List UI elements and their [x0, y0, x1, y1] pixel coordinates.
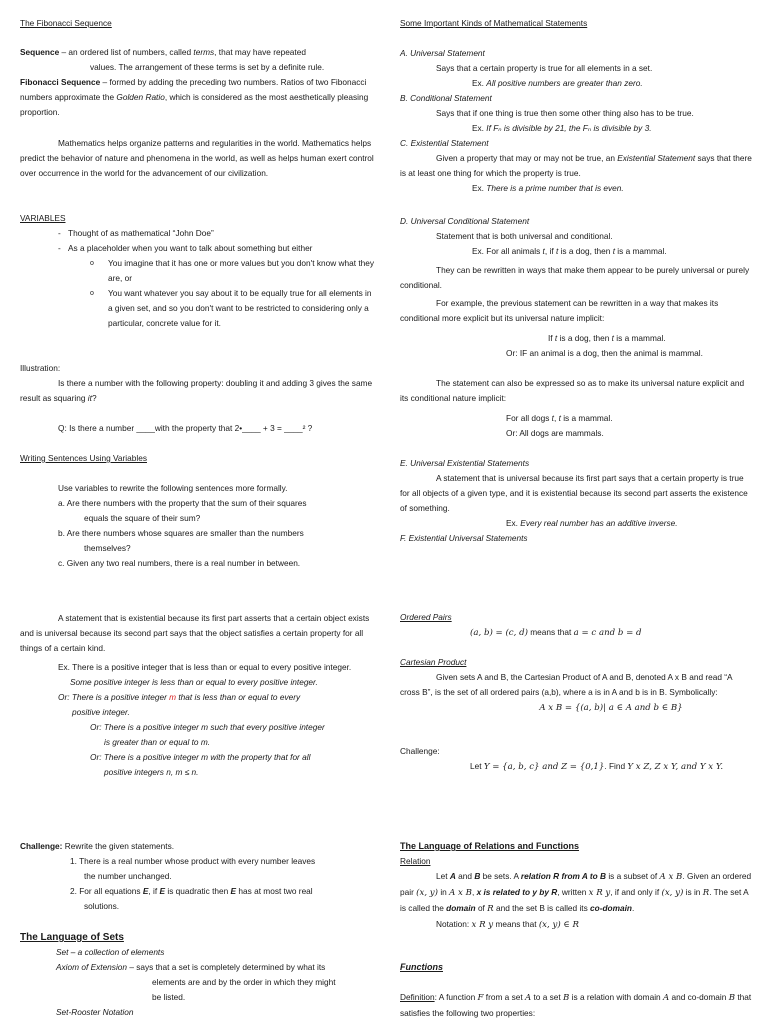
variables-title: VARIABLES — [20, 213, 66, 223]
if-dog-lines: If t is a dog, then t is a mammal. Or: IF an animal is a dog, then the animal is mammal. — [506, 333, 703, 358]
statement-types-e-f: E. Universal Existential Statements A statement that is universal because its first part says that a certain property is true for all objects of a given type, and it is existential because its second part asserts the existence of something. Ex. Every real number has an additive inverse. F. Existential Universal Statements — [400, 458, 748, 543]
cartesian-product-title: Cartesian Product — [400, 657, 467, 667]
mathematics-paragraph: Mathematics helps organize patterns and regularities in the world. Mathematics helps predict the behavior of nature and phenomena in the world, as well as helps human exert control over occurrence in the world for the advancement of our civilization. — [20, 138, 374, 178]
all-dogs-lines: For all dogs t, t is a mammal. Or: All dogs are mammals. — [506, 413, 613, 438]
sets-title: The Language of Sets — [20, 932, 124, 943]
relations-title: The Language of Relations and Functions — [400, 841, 580, 851]
challenge-label: Challenge: — [400, 746, 440, 756]
illustration-block: Illustration: Is there a number with the following property: doubling it and adding 3 gives the same result as squaring it? — [20, 361, 378, 406]
statement-paragraph: A statement that is existential because its first part asserts that a certain object exists and is universal because its second part says that the object satisfies a certain property for all things of a certain kind. — [20, 613, 370, 653]
challenge-block: Challenge: Rewrite the given statements. 1. There is a real number whose product with every number leaves the number unchanged. 2. For all equations E, if E is quadratic then E has at most two real solutions. — [20, 841, 316, 911]
sequence-term: Sequence — [20, 47, 60, 57]
right-column: Some Important Kinds of Mathematical Statements A. Universal Statement Says that a certain property is true for all elements in a set. Ex. All positive numbers are greater than zero. B. Conditional Statement Says that if one thing is true then some other thing also has to be true. Ex. If Fₙ is divisible by 21, the Fₙ is divisible by 3. C. Existential Statement Given a property that may or may not be true, an Existential Statement says that there is at least one thing for which the property is true. Ex. There is a prime number that is even. D. Universal Conditional Statement Statement that is both universal and conditional. Ex. For all animals t, if t is a dog, then t is a mammal. They can be rewritten in ways that make them appear to be purely universal or purely conditional. For example, the previous statement can be rewritten in a way that makes its conditional more explicit but its universal nature implicit: If t is a dog, then t is a mammal. Or: IF an animal is a dog, then the animal is mammal. The statement can also be expressed so as to make its universal nature explicit and its conditional nature implicit: For all dogs t, t is a mammal. Or: All dogs are mammals. E. Universal Existential Statements A statement that is universal because its first part says that a certain property is true for all objects of a given type, and it is existential because its second part asserts the existence of something. Ex. Every real number has an additive inverse. F. Existential Universal Statements Ordered Pairs (a, b) = (c, d) means that a = c and b = d Cartesian Product Given sets A and B, the Cartesian Product of A and B, denoted A x B and read “A cross B”, is the set of all ordered pairs (a,b), where a is in A and b is in B. Symbolically: A x B = {(a, b)| a ∈ A and b ∈ B} Challenge: Let Y = {a, b, c} and Z = {0,1}. Find Y x Z, Z x Y, and Y x Y. The Language of Relations and Functions Relation Let A and B be sets. A relation R from A to B is a subset of A x B. Given an ordered pair (x, y) in A x B, x is related to y by R, written x R y, if and only if (x, y) is in R. The set A is called the domain of R and the set B is called its co-domain. Notation: x R y means that (x, y) ∈ R Functions Definition: A function F from a set A to a set B is a relation with domain A and co-domain B that satisfies the following two properties: — [400, 0, 752, 1024]
sequence-definition: Sequence – an ordered list of numbers, called terms, that may have repeated values. The arrangement of these terms is set by a definite rule. Fibonacci Sequence – formed by adding the preceding two numbers. Ratios of two Fibonacci numbers approximate the Golden Ratio, which is considered as the most aesthetically pleasing proportion. — [20, 47, 369, 117]
left-column — [20, 0, 378, 1024]
illustration-label: Illustration: — [20, 363, 61, 373]
sets-section: The Language of Sets Set – a collection of elements Axiom of Extension – says that a set is completely determined by what its elements are and by the order in which they might be listed. Set-Rooster Notation — [20, 930, 378, 1020]
cartesian-challenge: Challenge: Let Y = {a, b, c} and Z = {0,1}. Find Y x Z, Z x Y, and Y x Y. — [400, 744, 752, 775]
example-block: Ex. There is a positive integer that is less than or equal to every positive integer. Some positive integer is less than or equal to every positive integer. Or: There is a positive integer m that is less than or equal to every positive integer. Or: There is a positive integer m such that every positive integer is greater than or equal to m. Or: There is a positive integer m with the property that for all positive integers n, m ≤ n. — [58, 662, 352, 777]
variables-subitem: o You want whatever you say about it to be equally true for all elements in a given set, and so you don't want to be restricted to considering only a particular, concrete value for it. — [20, 286, 378, 331]
functions-title: Functions — [400, 962, 443, 972]
cartesian-product: Cartesian Product Given sets A and B, the Cartesian Product of A and B, denoted A x B and read “A cross B”, is the set of all ordered pairs (a,b), where a is in A and b is in B. Symbolically: A x B = {(a, b)| a ∈ A and b ∈ B} — [400, 655, 752, 716]
writing-sentences-title: Writing Sentences Using Variables — [20, 453, 147, 463]
writing-exercises: Use variables to rewrite the following sentences more formally. a. Are there numbers with the property that the sum of their squares equals the square of their sum? b. Are there numbers whose squares are smaller than the numbers themselves? c. Given any two real numbers, there is a real number in between. — [58, 483, 307, 568]
fibonacci-title: The Fibonacci Sequence — [20, 18, 112, 28]
variables-item: - Thought of as mathematical “John Doe” — [20, 226, 378, 241]
variables-subitem: o You imagine that it has one or more values but you don't know what they are, or — [20, 256, 378, 286]
function-definition: Definition: A function F from a set A to a set B is a relation with domain A and co-domain B that satisfies the following two properties: — [400, 992, 752, 1018]
relation-title: Relation — [400, 856, 431, 866]
ordered-pairs: Ordered Pairs (a, b) = (c, d) means that a = c and b = d — [400, 610, 752, 641]
highlight-m: m — [169, 692, 177, 702]
fibonacci-term: Fibonacci Sequence — [20, 77, 101, 87]
challenge-label: Challenge: — [20, 841, 63, 851]
question-line: Q: Is there a number ____with the property that 2•____ + 3 = ____² ? — [58, 423, 313, 433]
variables-item: - As a placeholder when you want to talk about something but either — [20, 241, 378, 256]
statement-types-a-c: A. Universal Statement Says that a certain property is true for all elements in a set. Ex. All positive numbers are greater than zero. B. Conditional Statement Says that if one thing is true then some other thing also has to be true. Ex. If Fₙ is divisible by 21, the Fₙ is divisible by 3. C. Existential Statement Given a property that may or may not be true, an Existential Statement says that there is at least one thing for which the property is true. Ex. There is a prime number that is even. — [400, 48, 752, 193]
statement-type-d: D. Universal Conditional Statement Statement that is both universal and conditional. Ex. For all animals t, if t is a dog, then t is a mammal. — [400, 216, 667, 256]
statements-title: Some Important Kinds of Mathematical Statements — [400, 18, 588, 28]
ordered-pairs-title: Ordered Pairs — [400, 612, 452, 622]
relations-section: The Language of Relations and Functions Relation Let A and B be sets. A relation R from A to B is a subset of A x B. Given an ordered pair (x, y) in A x B, x is related to y by R, written x R y, if and only if (x, y) is in R. The set A is called the domain of R and the set B is called its co-domain. Notation: x R y means that (x, y) ∈ R — [400, 841, 752, 930]
